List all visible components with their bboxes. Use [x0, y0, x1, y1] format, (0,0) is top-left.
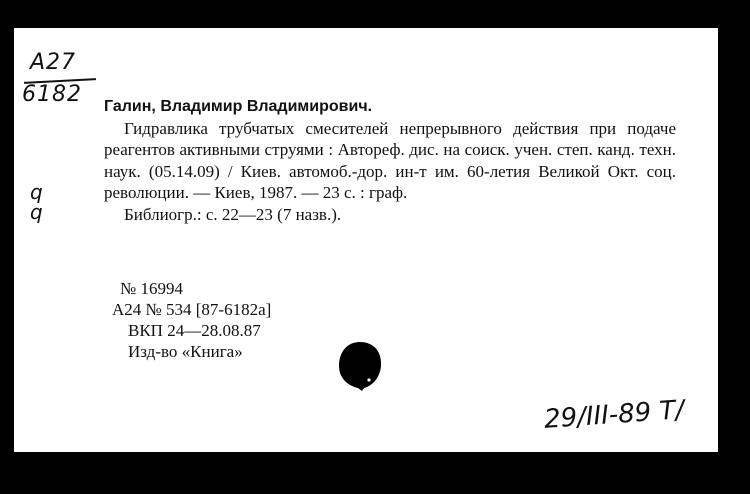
entry-description: Гидравлика трубчатых смесителей непрерывного действия при подаче реагентов активными струями : Автореф. дис. на соиск. учен. степ. канд. техн. наук. (05.14.09) / Киев. автомоб.-дор. ин-т им. 60-летия Великой Окт. соц. революции. — Киев, 1987. — 23 с. : граф. — [104, 118, 676, 202]
call-number-top: A27 — [30, 50, 77, 75]
call-number-bottom: 6182 — [22, 82, 82, 107]
ink-blot — [336, 340, 384, 392]
handwritten-date: 29/III-89 T/ — [543, 395, 686, 435]
bibliographic-entry — [104, 96, 676, 225]
a24-record: А24 № 534 [87-6182а] — [112, 300, 272, 319]
margin-mark: q q — [30, 180, 43, 224]
author-heading: Галин, Владимир Владимирович. — [104, 98, 373, 115]
vkp-record: ВКП 24—28.08.87 — [128, 321, 261, 340]
bibliography-note: Библиогр.: с. 22—23 (7 назв.). — [124, 204, 342, 224]
record-number: № 16994 — [120, 279, 183, 298]
registration-block — [112, 278, 271, 362]
publisher-record: Изд-во «Книга» — [128, 342, 243, 361]
